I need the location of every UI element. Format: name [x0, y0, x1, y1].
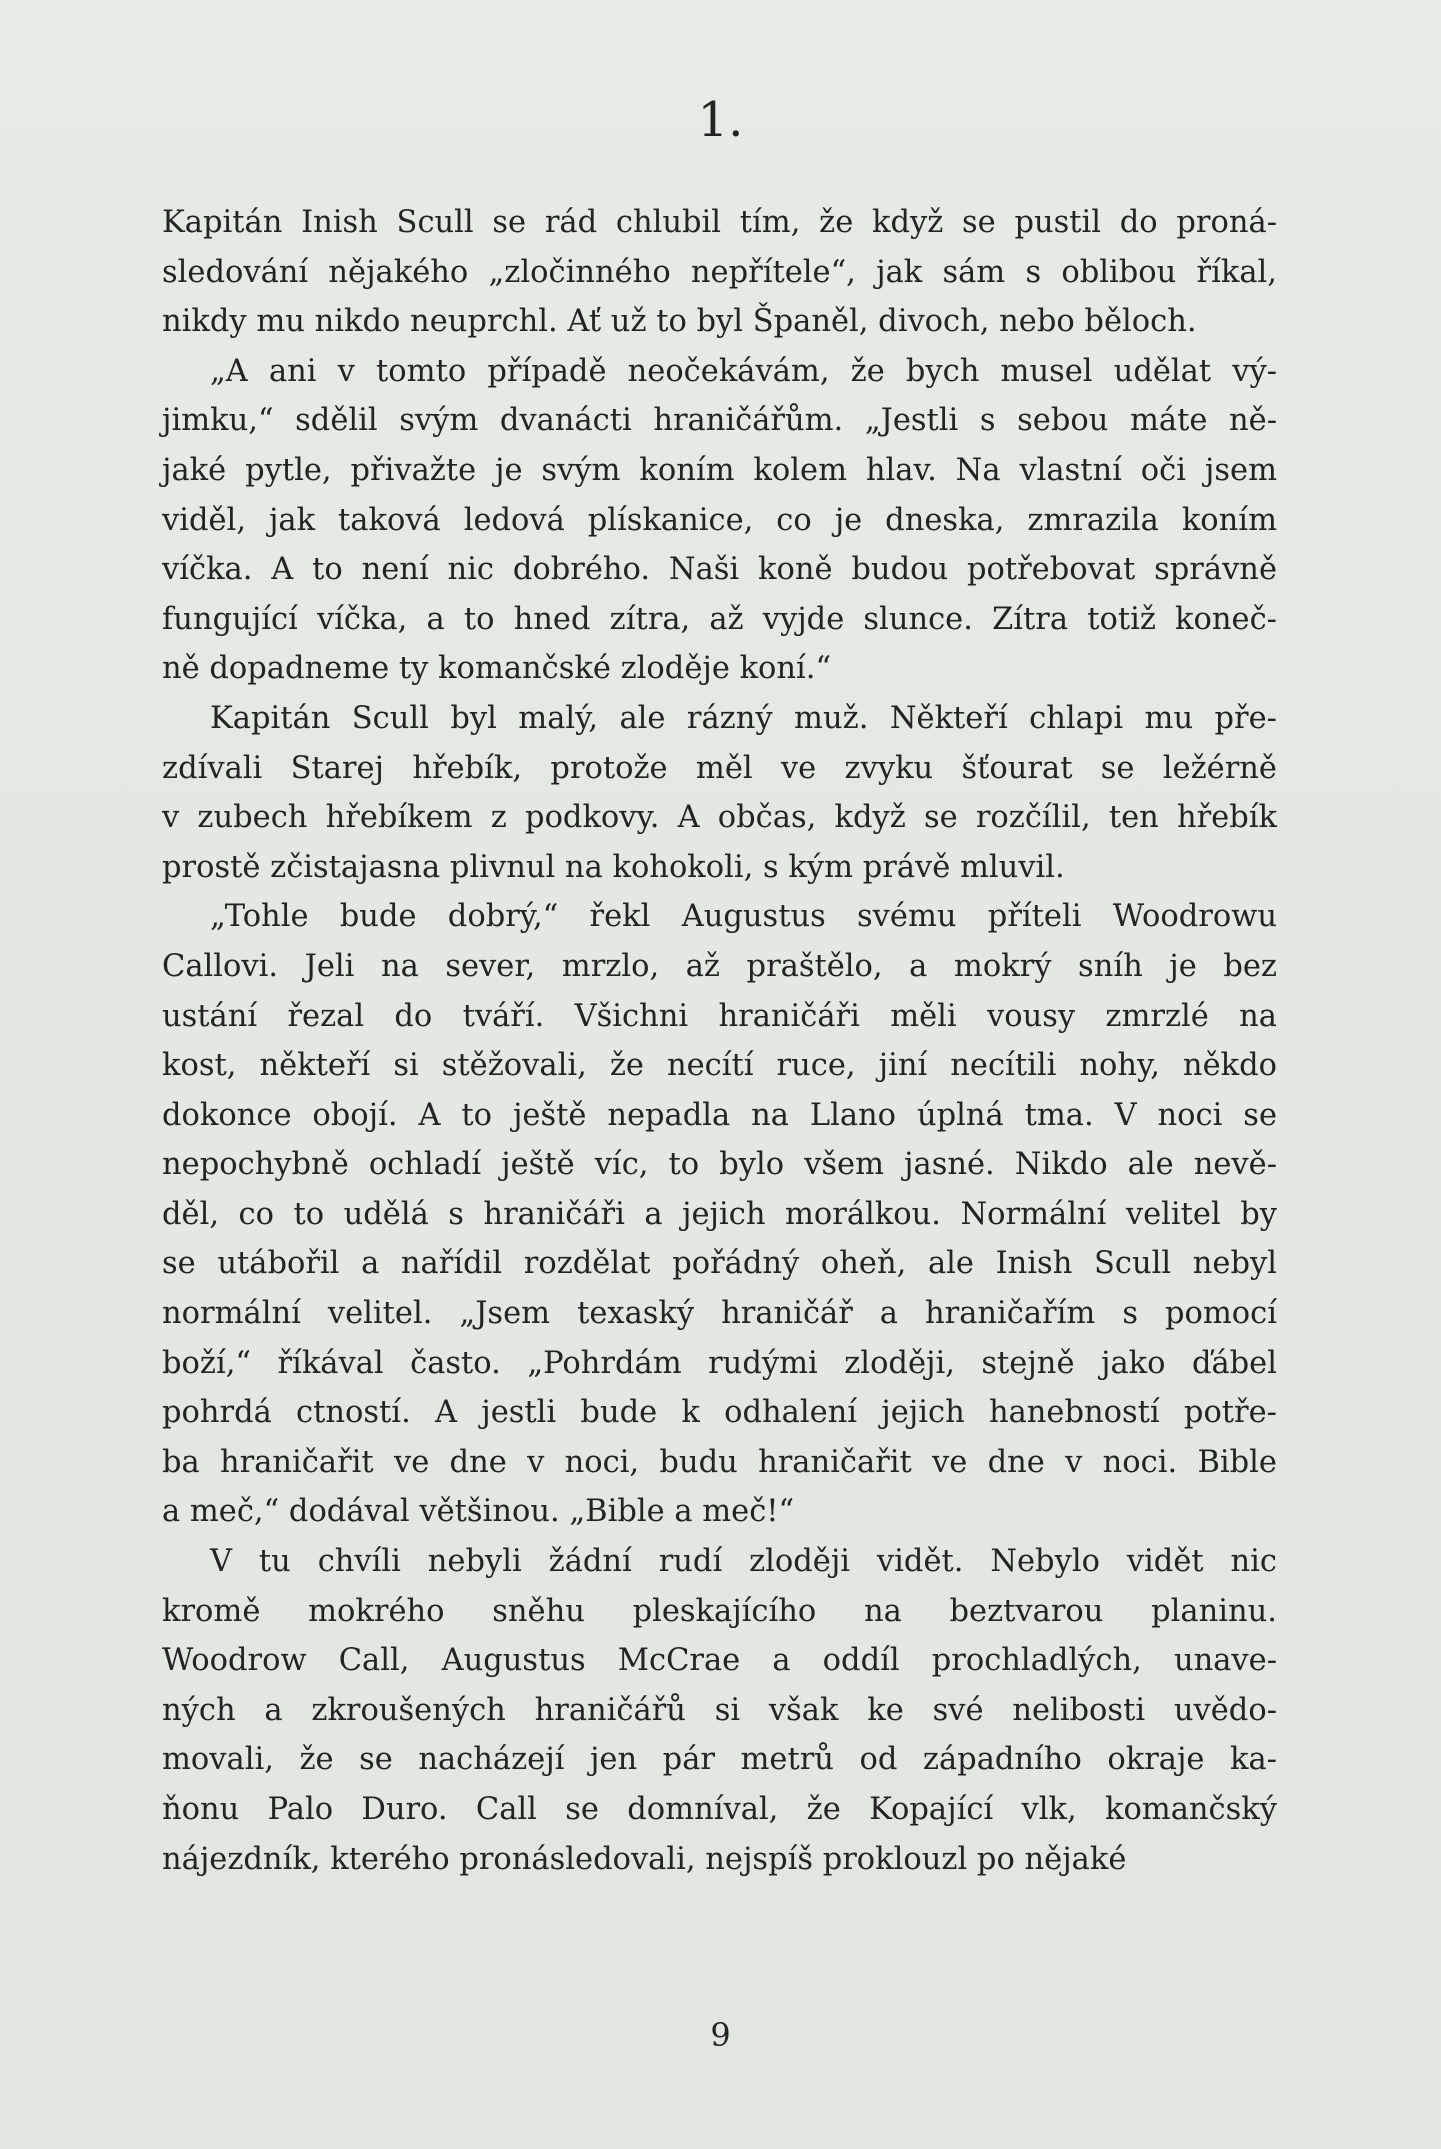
text-line: kost, někteří si stěžovali, že necítí ruce, jiní necítili nohy, někdo	[162, 1048, 1277, 1084]
paragraph	[162, 198, 1277, 347]
text-line: kromě mokrého sněhu pleskajícího na beztvarou planinu.	[162, 1593, 1277, 1629]
text-line: ných a zkroušených hraničářů si však ke své nelibosti uvědo-	[162, 1692, 1277, 1728]
text-line: fungující víčka, a to hned zítra, až vyjde slunce. Zítra totiž koneč-	[162, 601, 1277, 637]
text-line: nepochybně ochladí ještě víc, to bylo všem jasné. Nikdo ale nevě-	[162, 1147, 1277, 1183]
text-line: Callovi. Jeli na sever, mrzlo, až praštělo, a mokrý sníh je bez	[162, 948, 1277, 984]
text-line: ňonu Palo Duro. Call se domníval, že Kopající vlk, komančský	[162, 1792, 1277, 1827]
text-line: víčka. A to není nic dobrého. Naši koně budou potřebovat správně	[162, 552, 1277, 588]
text-line: děl, co to udělá s hraničáři a jejich morálkou. Normální velitel by	[162, 1196, 1277, 1232]
text-line: „Tohle bude dobrý,“ řekl Augustus svému příteli Woodrowu	[210, 899, 1277, 935]
text-line: movali, že se nacházejí jen pár metrů od západního okraje ka-	[162, 1742, 1277, 1778]
text-line: V tu chvíli nebyli žádní rudí zloději vidět. Nebylo vidět nic	[210, 1544, 1277, 1580]
paragraph	[162, 892, 1277, 1537]
text-line: Woodrow Call, Augustus McCrae a oddíl prochladlých, unave-	[162, 1643, 1277, 1679]
text-line: pohrdá ctností. A jestli bude k odhalení jejich hanebností potře-	[162, 1395, 1277, 1431]
text-line: zdívali Starej hřebík, protože měl ve zvyku šťourat se ležérně	[162, 750, 1277, 786]
text-line: „A ani v tomto případě neočekávám, že bych musel udělat vý-	[210, 353, 1277, 389]
text-line: dokonce obojí. A to ještě nepadla na Llano úplná tma. V noci se	[162, 1097, 1277, 1133]
text-line: ba hraničařit ve dne v noci, budu hraničařit ve dne v noci. Bible	[162, 1444, 1277, 1480]
paragraph	[162, 1537, 1277, 1884]
text-line: Kapitán Scull byl malý, ale rázný muž. Někteří chlapi mu pře-	[210, 700, 1277, 736]
text-line: prostě zčistajasna plivnul na kohokoli, s kým právě mluvil.	[162, 849, 1065, 885]
paragraph	[162, 347, 1277, 694]
text-line: nikdy mu nikdo neuprchl. Ať už to byl Španěl, divoch, nebo běloch.	[162, 304, 1197, 340]
text-line: nájezdník, kterého pronásledovali, nejspíš proklouzl po nějaké	[162, 1841, 1127, 1877]
text-line: ustání řezal do tváří. Všichni hraničáři měli vousy zmrzlé na	[162, 998, 1277, 1034]
text-line: v zubech hřebíkem z podkovy. A občas, když se rozčílil, ten hřebík	[162, 800, 1277, 836]
chapter-number: 1.	[697, 92, 744, 148]
text-line: jaké pytle, přivažte je svým koním kolem hlav. Na vlastní oči jsem	[162, 452, 1277, 488]
body-text	[162, 198, 1277, 1884]
text-line: ně dopadneme ty komančské zloděje koní.“	[162, 651, 832, 687]
text-line: normální velitel. „Jsem texaský hraničář a hraničařím s pomocí	[162, 1296, 1277, 1332]
paragraph	[162, 694, 1277, 892]
text-line: se utábořil a nařídil rozdělat pořádný oheň, ale Inish Scull nebyl	[162, 1246, 1277, 1282]
text-line: jimku,“ sdělil svým dvanácti hraničářům. „Jestli s sebou máte ně-	[162, 403, 1277, 439]
text-line: sledování nějakého „zločinného nepřítele“, jak sám s oblibou říkal,	[162, 254, 1277, 290]
text-line: Kapitán Inish Scull se rád chlubil tím, že když se pustil do proná-	[162, 205, 1277, 240]
page-number: 9	[710, 2016, 731, 2054]
text-line: boží,“ říkával často. „Pohrdám rudými zloději, stejně jako ďábel	[162, 1345, 1277, 1381]
text-line: a meč,“ dodával většinou. „Bible a meč!“	[162, 1494, 795, 1530]
text-line: viděl, jak taková ledová plískanice, co je dneska, zmrazila koním	[162, 502, 1277, 538]
